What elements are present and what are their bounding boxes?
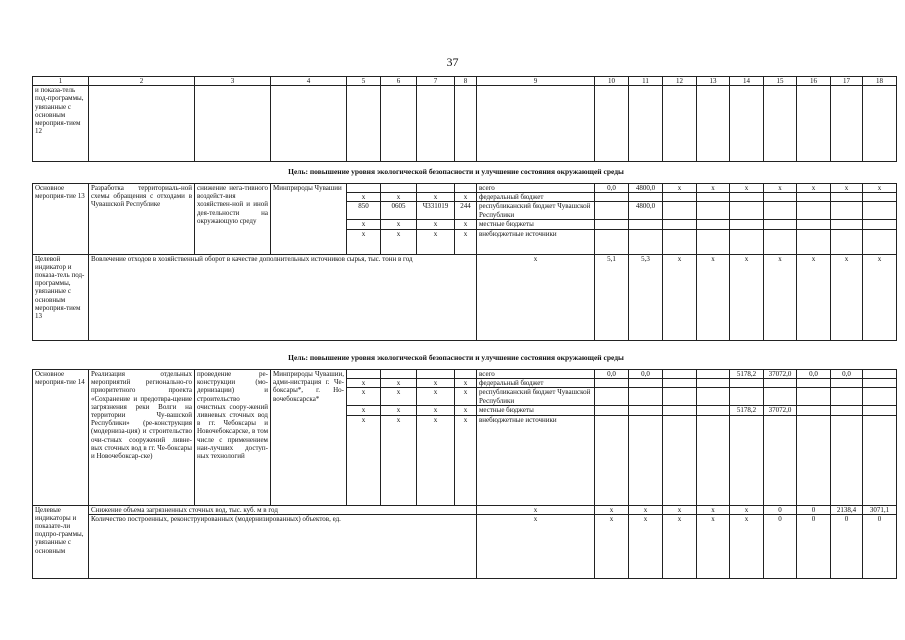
value-cell: x [595, 505, 629, 514]
code-cell: x [381, 388, 417, 406]
code-cell: x [381, 406, 417, 415]
value-cell: 0 [797, 505, 831, 514]
value-cell [730, 379, 764, 388]
value-cell: x [663, 514, 697, 578]
value-cell: 5178,2 [730, 406, 764, 415]
code-cell [417, 370, 455, 379]
value-cell [595, 415, 629, 505]
value-cell: 0,0 [595, 184, 629, 193]
value-cell [764, 193, 797, 202]
column-number: 15 [764, 77, 797, 86]
code-cell: x [417, 220, 455, 229]
value-cell: 0,0 [831, 370, 863, 379]
measure-13-block [32, 183, 897, 341]
indicator-text: Вовлечение отходов в хозяйственный оборот в качестве дополнительных источников сырья, тыс. тонн в год [89, 254, 477, 340]
column-number: 16 [797, 77, 831, 86]
value-cell [863, 388, 897, 406]
code-cell: 0605 [381, 202, 417, 220]
funding-source: внебюджетные источники [477, 415, 595, 505]
funding-source: республиканский бюджет Чувашской Республики [477, 388, 595, 406]
funding-source: внебюджетные источники [477, 229, 595, 254]
value-cell: 0 [764, 514, 797, 578]
column-number: 5 [347, 77, 381, 86]
value-cell [797, 220, 831, 229]
value-cell [831, 388, 863, 406]
value-cell [697, 388, 730, 406]
cell: x [477, 254, 595, 340]
value-cell [863, 415, 897, 505]
indicator-label-12: и показа-тель под-программы, увязанные с основным мероприя-тием 12 [33, 86, 89, 162]
value-cell [863, 202, 897, 220]
code-cell [347, 370, 381, 379]
value-cell [863, 379, 897, 388]
code-cell: x [455, 406, 477, 415]
code-cell: 244 [455, 202, 477, 220]
value-cell [831, 193, 863, 202]
value-cell [797, 379, 831, 388]
value-cell [663, 415, 697, 505]
column-number: 2 [89, 77, 195, 86]
column-number: 7 [417, 77, 455, 86]
value-cell: 0,0 [629, 370, 663, 379]
value-cell [629, 406, 663, 415]
value-cell [663, 229, 697, 254]
table-row [33, 86, 897, 162]
code-cell: x [455, 388, 477, 406]
value-cell [831, 406, 863, 415]
code-cell: x [417, 229, 455, 254]
value-cell [697, 415, 730, 505]
measure-description: Разработка территориаль-ной схемы обращения с отходами в Чувашской Республике [89, 184, 195, 255]
value-cell [863, 406, 897, 415]
value-cell [629, 379, 663, 388]
value-cell [663, 406, 697, 415]
value-cell [697, 229, 730, 254]
value-cell [663, 388, 697, 406]
cell: x [663, 254, 697, 340]
code-cell: x [417, 379, 455, 388]
value-cell [595, 202, 629, 220]
cell: 5,1 [595, 254, 629, 340]
column-number: 13 [697, 77, 730, 86]
code-cell [381, 184, 417, 193]
value-cell [697, 193, 730, 202]
value-cell [764, 229, 797, 254]
value-cell: 0 [863, 514, 897, 578]
column-number: 12 [663, 77, 697, 86]
value-cell [863, 193, 897, 202]
value-cell: x [730, 184, 764, 193]
value-cell [797, 415, 831, 505]
goal-heading: Цель: повышение уровня экологической безопасности и улучшение состояния окружающей среды [288, 167, 624, 176]
value-cell [863, 370, 897, 379]
cell: x [730, 254, 764, 340]
value-cell [764, 379, 797, 388]
code-cell [347, 184, 381, 193]
value-cell [697, 379, 730, 388]
value-cell: x [629, 505, 663, 514]
column-number: 3 [195, 77, 271, 86]
table-row [33, 184, 897, 193]
value-cell [697, 406, 730, 415]
cell: x [831, 254, 863, 340]
column-number: 11 [629, 77, 663, 86]
indicator-label-14: Целевые индикаторы и показате-ли подпро-граммы, увязанные с основным [33, 505, 89, 578]
measure-executor: Минприроды Чувашии, адми-нистрация г. Че-боксары*, г. Но-вочебоксарска* [271, 370, 347, 506]
value-cell [663, 379, 697, 388]
table-row [33, 505, 897, 514]
value-cell: 3071,1 [863, 505, 897, 514]
value-cell: 0 [764, 505, 797, 514]
code-cell [381, 370, 417, 379]
value-cell: x [764, 184, 797, 193]
column-number: 9 [477, 77, 595, 86]
value-cell [831, 220, 863, 229]
measure-label: Основное мероприя-тие 13 [33, 184, 89, 255]
code-cell: x [381, 379, 417, 388]
value-cell [764, 415, 797, 505]
value-cell: x [797, 184, 831, 193]
value-cell [797, 388, 831, 406]
value-cell: 2138,4 [831, 505, 863, 514]
code-cell [455, 184, 477, 193]
code-cell: x [381, 193, 417, 202]
value-cell [831, 229, 863, 254]
measure-description: Реализация отдельных мероприятий регионально-го приоритетного проекта «Сохранение и предотвра-щение загрязнения реки Волги на территории Чу-вашской Республики» (ре-конструкция (модерниза-ция) и строительство очи-стных сооружений ливне-вых сточных вод в гг. Че-боксары и Новочебоксар-ске) [89, 370, 195, 506]
value-cell [697, 202, 730, 220]
value-cell: 37072,0 [764, 370, 797, 379]
value-cell: x [863, 184, 897, 193]
column-number: 4 [271, 77, 347, 86]
value-cell [831, 415, 863, 505]
code-cell: x [455, 415, 477, 505]
code-cell: x [347, 229, 381, 254]
code-cell: x [417, 193, 455, 202]
measure-14-block [32, 369, 897, 579]
value-cell [730, 388, 764, 406]
value-cell [831, 379, 863, 388]
value-cell [629, 193, 663, 202]
value-cell [863, 220, 897, 229]
column-number: 14 [730, 77, 764, 86]
funding-source: местные бюджеты [477, 220, 595, 229]
code-cell: x [347, 220, 381, 229]
funding-source: местные бюджеты [477, 406, 595, 415]
value-cell [797, 406, 831, 415]
code-cell: x [455, 220, 477, 229]
funding-source: всего [477, 370, 595, 379]
value-cell [831, 202, 863, 220]
funding-source: всего [477, 184, 595, 193]
value-cell: x [697, 184, 730, 193]
column-number: 8 [455, 77, 477, 86]
value-cell [629, 415, 663, 505]
value-cell [730, 415, 764, 505]
value-cell: x [629, 514, 663, 578]
code-cell: x [455, 379, 477, 388]
value-cell: 0,0 [797, 370, 831, 379]
code-cell: x [347, 193, 381, 202]
column-number: 10 [595, 77, 629, 86]
value-cell [663, 370, 697, 379]
cell: 5,3 [629, 254, 663, 340]
value-cell [595, 229, 629, 254]
cell: x [697, 254, 730, 340]
column-number-row [33, 77, 897, 86]
value-cell: x [477, 505, 595, 514]
value-cell [764, 220, 797, 229]
value-cell [697, 370, 730, 379]
code-cell: x [417, 415, 455, 505]
code-cell [455, 370, 477, 379]
code-cell: x [347, 406, 381, 415]
value-cell [663, 202, 697, 220]
value-cell [764, 202, 797, 220]
value-cell: x [730, 505, 764, 514]
code-cell: x [381, 415, 417, 505]
column-number: 1 [33, 77, 89, 86]
column-number: 18 [863, 77, 897, 86]
measure-purpose: снижение нега-тивного воздейст-вия хозяйствен-ной и иной дея-тельности на окружающую среду [195, 184, 271, 255]
value-cell [730, 202, 764, 220]
value-cell [629, 220, 663, 229]
cell: x [797, 254, 831, 340]
value-cell [797, 193, 831, 202]
value-cell [663, 220, 697, 229]
value-cell: 0,0 [595, 370, 629, 379]
value-cell [730, 220, 764, 229]
value-cell [663, 193, 697, 202]
column-number: 17 [831, 77, 863, 86]
table-row [33, 370, 897, 379]
measure-executor: Минприроды Чувашии [271, 184, 347, 255]
value-cell: x [697, 505, 730, 514]
value-cell: x [831, 184, 863, 193]
code-cell: x [381, 220, 417, 229]
value-cell: 4800,0 [629, 202, 663, 220]
value-cell [629, 388, 663, 406]
value-cell [797, 202, 831, 220]
value-cell [730, 229, 764, 254]
page-number: 37 [446, 55, 459, 69]
value-cell: x [663, 184, 697, 193]
code-cell: 850 [347, 202, 381, 220]
code-cell: x [347, 415, 381, 505]
value-cell: 4800,0 [629, 184, 663, 193]
value-cell: x [595, 514, 629, 578]
value-cell: x [663, 505, 697, 514]
value-cell [595, 193, 629, 202]
code-cell: x [347, 379, 381, 388]
value-cell [697, 220, 730, 229]
code-cell: x [347, 388, 381, 406]
value-cell [595, 220, 629, 229]
code-cell [417, 184, 455, 193]
funding-source: республиканский бюджет Чувашской Республики [477, 202, 595, 220]
value-cell [863, 229, 897, 254]
measure-label: Основное мероприя-тие 14 [33, 370, 89, 506]
value-cell: 37072,0 [764, 406, 797, 415]
column-number: 6 [381, 77, 417, 86]
code-cell: x [417, 388, 455, 406]
value-cell [797, 229, 831, 254]
value-cell [764, 388, 797, 406]
value-cell [595, 379, 629, 388]
cell: x [764, 254, 797, 340]
value-cell: 0 [831, 514, 863, 578]
value-cell [595, 388, 629, 406]
table-header-block [32, 76, 897, 162]
indicator-text: Снижение объема загрязненных сточных вод, тыс. куб. м в год [89, 505, 477, 514]
value-cell [629, 229, 663, 254]
code-cell: x [381, 229, 417, 254]
code-cell: Ч331019 [417, 202, 455, 220]
value-cell: x [477, 514, 595, 578]
table-row [33, 514, 897, 578]
code-cell: x [455, 193, 477, 202]
table-row [33, 254, 897, 340]
value-cell: x [697, 514, 730, 578]
indicator-label-13: Целевой индикатор и показа-тель под-программы, увязанные с основным мероприя-тием 13 [33, 254, 89, 340]
value-cell [730, 193, 764, 202]
cell: x [863, 254, 897, 340]
code-cell: x [417, 406, 455, 415]
goal-heading: Цель: повышение уровня экологической безопасности и улучшение состояния окружающей среды [288, 353, 624, 362]
funding-source: федеральный бюджет [477, 379, 595, 388]
funding-source: федеральный бюджет [477, 193, 595, 202]
code-cell: x [455, 229, 477, 254]
value-cell: 0 [797, 514, 831, 578]
indicator-text: Количество построенных, реконструированных (модернизированных) объектов, ед. [89, 514, 477, 578]
value-cell [595, 406, 629, 415]
value-cell: x [730, 514, 764, 578]
value-cell: 5178,2 [730, 370, 764, 379]
measure-purpose: проведение ре-конструкции (мо-дернизации) и строительство очистных соору-жений ливневых сточных вод в гг. Чебоксары и Новочебоксарске, в том числе с применением наи-лучших доступ-ных технологий [195, 370, 271, 506]
